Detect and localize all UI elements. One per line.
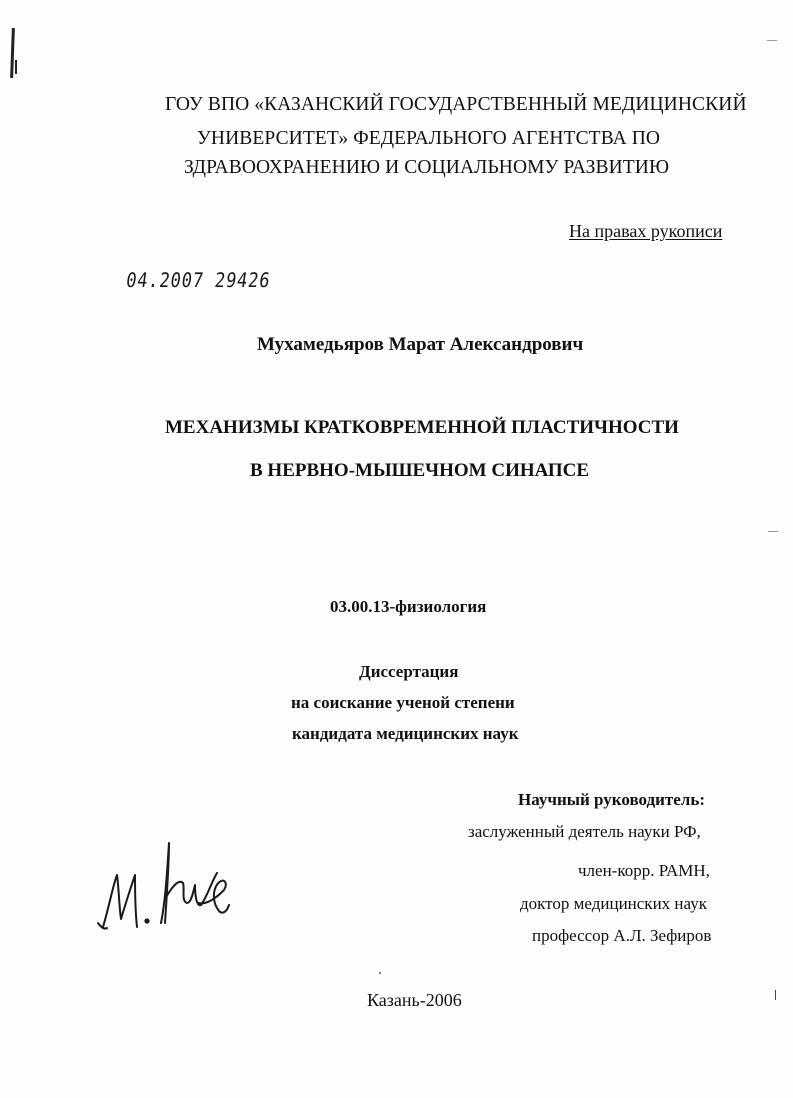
specialty-code: 03.00.13-физиология <box>330 597 487 616</box>
institution-line-2: УНИВЕРСИТЕТ» ФЕДЕРАЛЬНОГО АГЕНТСТВА ПО <box>197 128 661 149</box>
degree-line-1: на соискание ученой степени <box>291 693 515 712</box>
author-name: Мухамедьяров Марат Александрович <box>257 334 584 355</box>
city-year: Казань-2006 <box>367 990 462 1010</box>
degree-line-2: кандидата медицинских наук <box>292 724 519 743</box>
scan-speck <box>775 990 776 1000</box>
institution-line-1: ГОУ ВПО «КАЗАНСКИЙ ГОСУДАРСТВЕННЫЙ МЕДИЦИНСКИЙ <box>165 94 747 115</box>
thesis-title-line-2: В НЕРВНО-МЫШЕЧНОМ СИНАПСЕ <box>250 460 590 481</box>
supervisor-title-1: заслуженный деятель науки РФ, <box>468 822 701 841</box>
institution-line-3: ЗДРАВООХРАНЕНИЮ И СОЦИАЛЬНОМУ РАЗВИТИЮ <box>184 157 670 178</box>
rights-note: На правах рукописи <box>569 221 723 241</box>
supervisor-title-3: доктор медицинских наук <box>520 894 707 913</box>
supervisor-heading: Научный руководитель: <box>518 790 705 809</box>
supervisor-title-2: член-корр. РАМН, <box>578 861 710 880</box>
supervisor-name: профессор А.Л. Зефиров <box>532 926 712 945</box>
dissertation-label: Диссертация <box>359 662 459 681</box>
scan-speck <box>379 972 381 974</box>
handwritten-signature <box>95 835 235 945</box>
scan-speck <box>767 40 777 41</box>
thesis-title-line-1: МЕХАНИЗМЫ КРАТКОВРЕМЕННОЙ ПЛАСТИЧНОСТИ <box>165 417 679 438</box>
registration-stamp: 04.2007 29426 <box>124 268 273 292</box>
scan-speck <box>768 531 778 532</box>
scan-edge-mark <box>15 60 17 74</box>
